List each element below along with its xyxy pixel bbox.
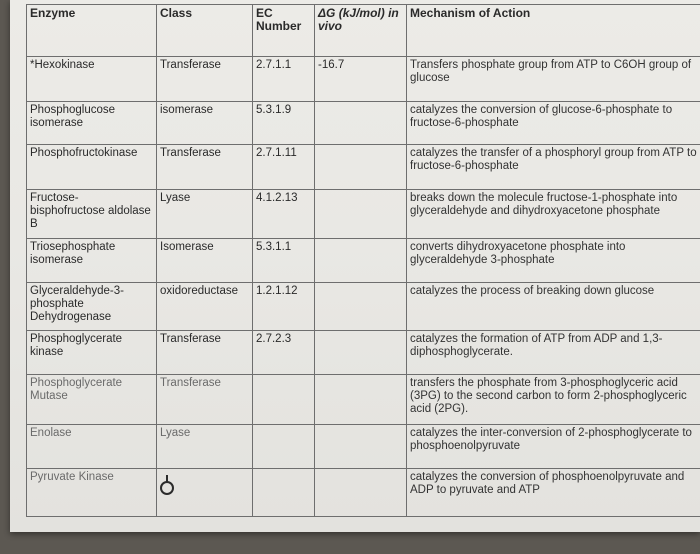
cell-dg bbox=[315, 102, 407, 145]
cell-class: Transferase bbox=[157, 375, 253, 425]
cell-class: Transferase bbox=[157, 331, 253, 375]
cell-mechanism: transfers the phosphate from 3-phosphoglyceric acid (3PG) to the second carbon to form 2-phosphoglyceric acid (2PG). bbox=[407, 375, 700, 425]
cell-dg bbox=[315, 469, 407, 517]
table-row bbox=[27, 57, 700, 102]
cell-enzyme: Glyceraldehyde-3-phosphate Dehydrogenase bbox=[27, 283, 157, 331]
cell-dg bbox=[315, 145, 407, 190]
cell-class: Transferase bbox=[157, 57, 253, 102]
cell-enzyme: Fructose-bisphofructose aldolase B bbox=[27, 190, 157, 239]
cell-class: Lyase bbox=[157, 190, 253, 239]
cell-dg: -16.7 bbox=[315, 57, 407, 102]
cell-mechanism: converts dihydroxyacetone phosphate into glyceraldehyde 3-phosphate bbox=[407, 239, 700, 283]
table-row bbox=[27, 375, 700, 425]
cell-enzyme: Enolase bbox=[27, 425, 157, 469]
cell-dg bbox=[315, 239, 407, 283]
cell-dg bbox=[315, 190, 407, 239]
cell-enzyme: Phosphoglucose isomerase bbox=[27, 102, 157, 145]
cell-class: Transferase bbox=[157, 145, 253, 190]
cell-class bbox=[157, 469, 253, 517]
table-row bbox=[27, 239, 700, 283]
table-row bbox=[27, 469, 700, 517]
header-class: Class bbox=[157, 5, 253, 57]
cell-ec: 2.7.1.11 bbox=[253, 145, 315, 190]
cell-class: Lyase bbox=[157, 425, 253, 469]
cell-ec: 2.7.1.1 bbox=[253, 57, 315, 102]
cell-ec: 4.1.2.13 bbox=[253, 190, 315, 239]
cell-enzyme: Phosphoglycerate kinase bbox=[27, 331, 157, 375]
cell-class: isomerase bbox=[157, 102, 253, 145]
paper-sheet bbox=[10, 0, 700, 532]
cell-dg bbox=[315, 425, 407, 469]
header-delta-g: ΔG (kJ/mol) in vivo bbox=[315, 5, 407, 57]
header-ec-number: EC Number bbox=[253, 5, 315, 57]
table-header-row bbox=[27, 5, 700, 57]
cell-mechanism: breaks down the molecule fructose-1-phosphate into glyceraldehyde and dihydroxyacetone phosphate bbox=[407, 190, 700, 239]
table-row bbox=[27, 331, 700, 375]
cell-mechanism: catalyzes the conversion of phosphoenolpyruvate and ADP to pyruvate and ATP bbox=[407, 469, 700, 517]
cell-mechanism: Transfers phosphate group from ATP to C6OH group of glucose bbox=[407, 57, 700, 102]
table-row bbox=[27, 283, 700, 331]
cell-dg bbox=[315, 283, 407, 331]
cell-enzyme: Pyruvate Kinase bbox=[27, 469, 157, 517]
cell-enzyme: Triosephosphate isomerase bbox=[27, 239, 157, 283]
cell-mechanism: catalyzes the conversion of glucose-6-phosphate to fructose-6-phosphate bbox=[407, 102, 700, 145]
table-row bbox=[27, 425, 700, 469]
cell-ec: 5.3.1.9 bbox=[253, 102, 315, 145]
cell-ec bbox=[253, 375, 315, 425]
cell-ec: 2.7.2.3 bbox=[253, 331, 315, 375]
cell-enzyme: Phosphofructokinase bbox=[27, 145, 157, 190]
cell-mechanism: catalyzes the inter-conversion of 2-phosphoglycerate to phosphoenolpyruvate bbox=[407, 425, 700, 469]
cell-mechanism: catalyzes the transfer of a phosphoryl group from ATP to fructose-6-phosphate bbox=[407, 145, 700, 190]
enzyme-table bbox=[26, 4, 700, 517]
header-enzyme: Enzyme bbox=[27, 5, 157, 57]
cell-mechanism: catalyzes the formation of ATP from ADP and 1,3-diphosphoglycerate. bbox=[407, 331, 700, 375]
handwritten-circle-mark bbox=[160, 481, 174, 495]
cell-ec: 1.2.1.12 bbox=[253, 283, 315, 331]
cell-mechanism: catalyzes the process of breaking down glucose bbox=[407, 283, 700, 331]
header-mechanism: Mechanism of Action bbox=[407, 5, 700, 57]
cell-class: Isomerase bbox=[157, 239, 253, 283]
table-row bbox=[27, 145, 700, 190]
cell-ec: 5.3.1.1 bbox=[253, 239, 315, 283]
cell-enzyme: *Hexokinase bbox=[27, 57, 157, 102]
table-row bbox=[27, 190, 700, 239]
cell-ec bbox=[253, 469, 315, 517]
cell-class: oxidoreductase bbox=[157, 283, 253, 331]
cell-dg bbox=[315, 375, 407, 425]
cell-dg bbox=[315, 331, 407, 375]
cell-enzyme: Phosphoglycerate Mutase bbox=[27, 375, 157, 425]
table-row bbox=[27, 102, 700, 145]
cell-ec bbox=[253, 425, 315, 469]
